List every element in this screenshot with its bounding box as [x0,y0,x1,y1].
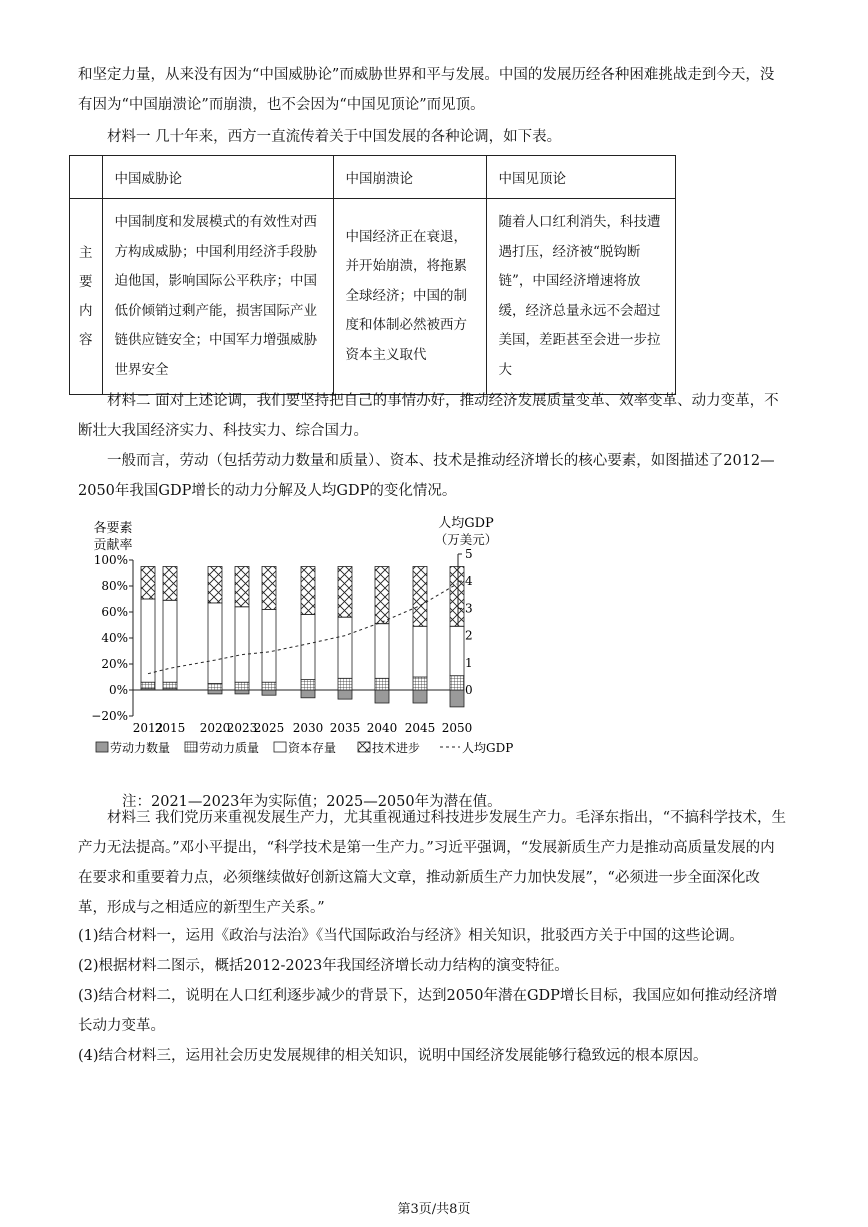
right-tick-label: 3 [465,601,473,616]
material3-paragraph: 材料三 我们党历来重视发展生产力，尤其重视通过科技进步发展生产力。毛泽东指出，“不搞科学技术，生产力无法提高。”邓小平提出，“科学技术是第一生产力。”习近平强调，“发展新质生产力是推动高质量发展的内在要求和重要着力点，必须继续做好创新这篇大文章，推动新质生产力加快发展”，“必须进一步全面深化改革，形成与之相适应的新型生产关系。” [78,810,787,916]
right-tick-label: 1 [465,655,473,670]
legend-label: 资本存量 [288,741,337,755]
bar-segment [141,567,155,600]
bar-segment [413,626,427,677]
bar-segment [163,567,177,601]
legend-label: 劳动力质量 [199,741,260,755]
left-tick-label: 100% [93,553,128,567]
bar-segment [338,678,352,690]
chart-note: 注：2021—2023年为实际值；2025—2050年为潜在值。 [122,793,502,810]
bar-segment [235,567,249,607]
question-4: (4)结合材料三，运用社会历史发展规律的相关知识，说明中国经济发展能够行稳致远的根本原因。 [78,1048,708,1064]
material2-chart-intro: 一般而言，劳动（包括劳动力数量和质量）、资本、技术是推动经济增长的核心要素，如图描述了2012—2050年我国GDP增长的动力分解及人均GDP的变化情况。 [78,453,775,499]
row-label-char: 容 [79,331,93,348]
bar-segment [208,603,222,684]
right-axis-title: 人均GDP [438,516,494,531]
x-tick-label: 2025 [253,721,285,735]
bar-segment [413,677,427,690]
row-label-char: 内 [79,302,93,319]
bar-segment [413,690,427,703]
table-header-collapse: 中国崩溃论 [333,156,486,199]
legend-swatch [96,742,108,752]
legend-swatch [358,742,370,752]
bar-segment [208,567,222,603]
bar-segment [450,676,464,690]
table-content-row [70,199,676,395]
table-header-row [70,156,676,199]
x-tick-label: 2023 [226,721,258,735]
table-cell-threat: 中国制度和发展模式的有效性对西方构成威胁；中国利用经济手段胁迫他国，影响国际公平秩序；中国低价倾销过剩产能，损害国际产业链供应链安全；中国军力增强威胁世界安全 [102,199,333,395]
x-tick-label: 2035 [329,721,361,735]
question-3: (3)结合材料二，说明在人口红利逐步减少的背景下，达到2050年潜在GDP增长目标，我国应如何推动经济增长动力变革。 [78,988,778,1034]
bar-segment [262,609,276,682]
bar-segment [301,567,315,615]
left-axis-title: 贡献率 [93,538,133,553]
bar-segment [450,690,464,707]
bar-segment [301,680,315,690]
bar-segment [235,682,249,690]
page-footer: 第3页/共8页 [397,1202,471,1217]
bar-segment [208,684,222,691]
legend-swatch [274,742,286,752]
right-tick-label: 5 [465,547,473,561]
left-tick-label: 60% [101,605,128,619]
right-tick-label: 2 [465,628,473,643]
material2-paragraph: 材料二 面对上述论调，我们要坚持把自己的事情办好，推动经济发展质量变革、效率变革、动力变革，不断壮大我国经济实力、科技实力、综合国力。 [78,393,779,439]
bar-segment [141,599,155,682]
bar-segment [208,690,222,694]
bar-segment [262,682,276,690]
bar-segment [301,615,315,680]
row-label-char: 主 [79,244,93,261]
left-axis-title: 各要素 [93,521,133,536]
bar-segment [338,690,352,699]
x-tick-label: 2050 [441,721,473,735]
x-tick-label: 2030 [292,721,324,735]
bar-segment [338,567,352,618]
right-tick-label: 4 [465,574,473,589]
bar-segment [450,567,464,627]
x-tick-label: 2015 [154,721,186,735]
table-corner-cell [70,156,103,199]
left-tick-label: 0% [108,683,128,697]
table-header-peak: 中国见顶论 [486,156,675,199]
right-tick-label: 0 [465,683,473,697]
bar-segment [375,690,389,703]
x-tick-label: 2012 [132,721,164,735]
table-header-threat: 中国威胁论 [102,156,333,199]
x-tick-label: 2045 [404,721,436,735]
right-axis-title: （万美元） [434,532,498,547]
legend-swatch [185,742,197,752]
table-row-label [70,199,103,395]
bar-segment [235,607,249,682]
bar-segment [375,624,389,679]
x-tick-label: 2020 [199,721,231,735]
gdp-growth-chart [88,516,528,764]
x-tick-label: 2040 [366,721,398,735]
left-tick-label: 80% [101,579,128,593]
bar-segment [375,678,389,690]
question-2: (2)根据材料二图示，概括2012-2023年我国经济增长动力结构的演变特征。 [78,958,569,974]
bar-segment [262,690,276,695]
left-tick-label: 40% [101,631,128,645]
row-label-char: 要 [79,273,93,290]
intro-paragraph: 和坚定力量，从来没有因为“中国威胁论”而威胁世界和平与发展。中国的发展历经各种困难挑战走到今天，没有因为“中国崩溃论”而崩溃，也不会因为“中国见顶论”而见顶。 [78,67,775,113]
bar-segment [163,682,177,689]
left-tick-label: 20% [101,657,128,671]
bar-segment [163,600,177,682]
legend-label: 劳动力数量 [110,741,171,755]
bar-segment [235,690,249,694]
bar-segment [301,690,315,698]
left-tick-label: −20% [91,709,128,723]
theory-comparison-table [69,155,676,395]
table-cell-collapse: 中国经济正在衰退，并开始崩溃，将拖累全球经济；中国的制度和体制必然被西方资本主义取代 [333,199,486,395]
bar-segment [450,626,464,675]
bar-segment [262,567,276,610]
bar-segment [413,567,427,627]
bar-segment [375,567,389,624]
question-1: (1)结合材料一，运用《政治与法治》《当代国际政治与经济》相关知识，批驳西方关于中国的这些论调。 [78,928,744,944]
bar-segment [338,617,352,678]
legend-label: 人均GDP [462,741,514,755]
bar-segment [141,682,155,689]
material1-intro: 材料一 几十年来，西方一直流传着关于中国发展的各种论调，如下表。 [107,129,562,145]
table-cell-peak: 随着人口红利消失，科技遭遇打压，经济被“脱钩断链”，中国经济增速将放缓，经济总量永远不会超过美国，差距甚至会进一步拉大 [486,199,675,395]
legend-label: 技术进步 [372,741,421,755]
